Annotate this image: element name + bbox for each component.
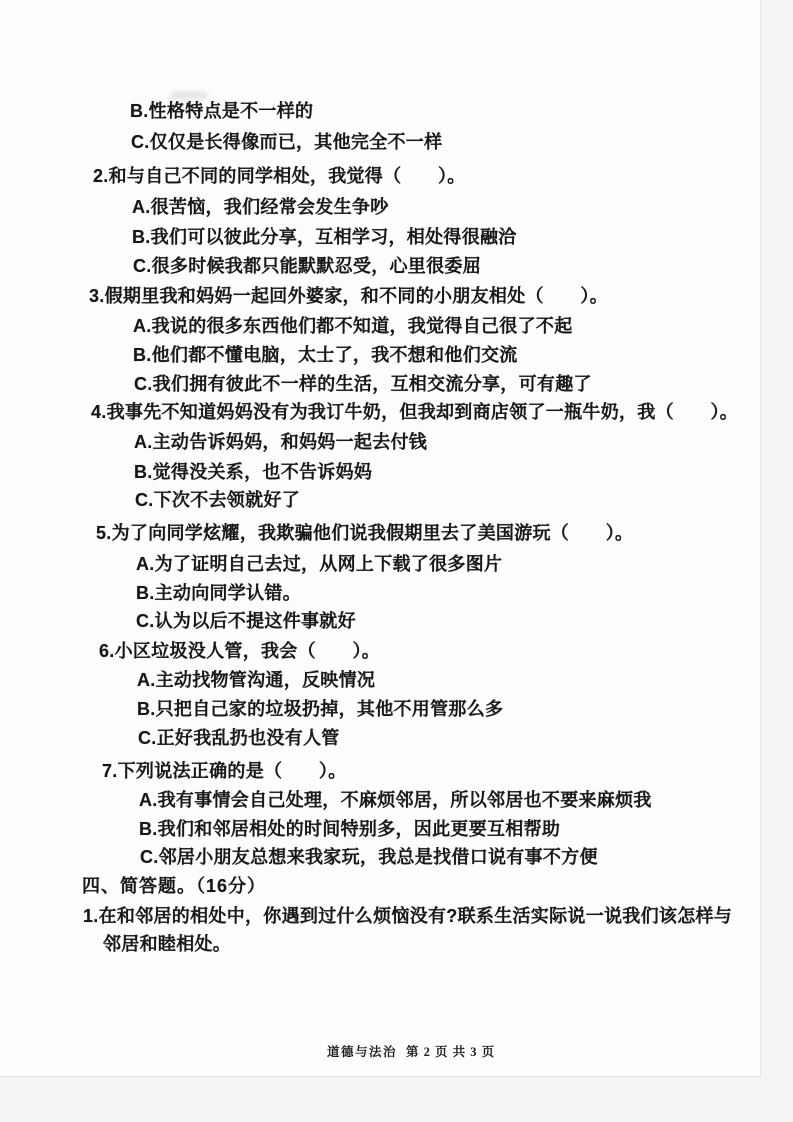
question-3-option-a: A.我说的很多东西他们都不知道，我觉得自己很了不起 [133, 316, 573, 336]
question-4-option-c: C.下次不去领就好了 [135, 490, 300, 510]
question-1-option-c: C.仅仅是长得像而已，其他完全不一样 [131, 132, 443, 152]
footer-page-number: 第 2 页 共 3 页 [406, 1045, 496, 1059]
short-answer-1-line2: 邻居和睦相处。 [103, 934, 232, 954]
question-2-stem: 2.和与自己不同的同学相处，我觉得（ ）。 [93, 166, 466, 186]
question-6-option-c: C.正好我乱扔也没有人管 [138, 728, 340, 748]
question-4-option-a: A.主动告诉妈妈，和妈妈一起去付钱 [134, 432, 428, 452]
question-3-stem: 3.假期里我和妈妈一起回外婆家，和不同的小朋友相处（ ）。 [89, 286, 609, 306]
question-5-option-a: A.为了证明自己去过，从网上下载了很多图片 [136, 554, 503, 574]
question-5-option-c: C.认为以后不提这件事就好 [136, 611, 356, 631]
question-6-option-a: A.主动找物管沟通，反映情况 [137, 670, 376, 690]
question-4-stem: 4.我事先不知道妈妈没有为我订牛奶，但我却到商店领了一瓶牛奶，我（ ）。 [91, 402, 739, 422]
question-3-option-c: C.我们拥有彼此不一样的生活，互相交流分享，可有趣了 [134, 374, 592, 394]
question-2-option-c: C.很多时候我都只能默默忍受，心里很委屈 [133, 256, 481, 276]
question-2-option-b: B.我们可以彼此分享，互相学习，相处得很融洽 [132, 227, 517, 247]
question-7-option-b: B.我们和邻居相处的时间特别多，因此更要互相帮助 [139, 819, 561, 839]
question-4-option-b: B.觉得没关系，也不告诉妈妈 [134, 462, 373, 482]
scan-artifact [170, 91, 208, 100]
question-7-option-a: A.我有事情会自己处理，不麻烦邻居，所以邻居也不要来麻烦我 [139, 790, 652, 810]
question-2-option-a: A.很苦恼，我们经常会发生争吵 [132, 197, 389, 217]
question-1-option-b: B.性格特点是不一样的 [130, 101, 314, 121]
question-7-option-c: C.邻居小朋友总想来我家玩，我总是找借口说有事不方便 [140, 847, 598, 867]
footer-subject-title: 道德与法治 [327, 1045, 398, 1059]
question-7-stem: 7.下列说法正确的是（ ）。 [102, 761, 347, 781]
page-footer [0, 1042, 760, 1062]
short-answer-1-line1: 1.在和邻居的相处中，你遇到过什么烦恼没有?联系生活实际说一说我们该怎样与 [83, 906, 733, 926]
question-3-option-b: B.他们都不懂电脑，太士了，我不想和他们交流 [133, 345, 518, 365]
question-5-stem: 5.为了向同学炫耀，我欺骗他们说我假期里去了美国游玩（ ）。 [96, 523, 634, 543]
question-6-stem: 6.小区垃圾没人管，我会（ ）。 [99, 641, 381, 661]
question-6-option-b: B.只把自己家的垃圾扔掉，其他不用管那么多 [137, 699, 504, 719]
section-4-header: 四、简答题。（16分） [82, 876, 267, 896]
question-5-option-b: B.主动向同学认错。 [136, 583, 301, 603]
